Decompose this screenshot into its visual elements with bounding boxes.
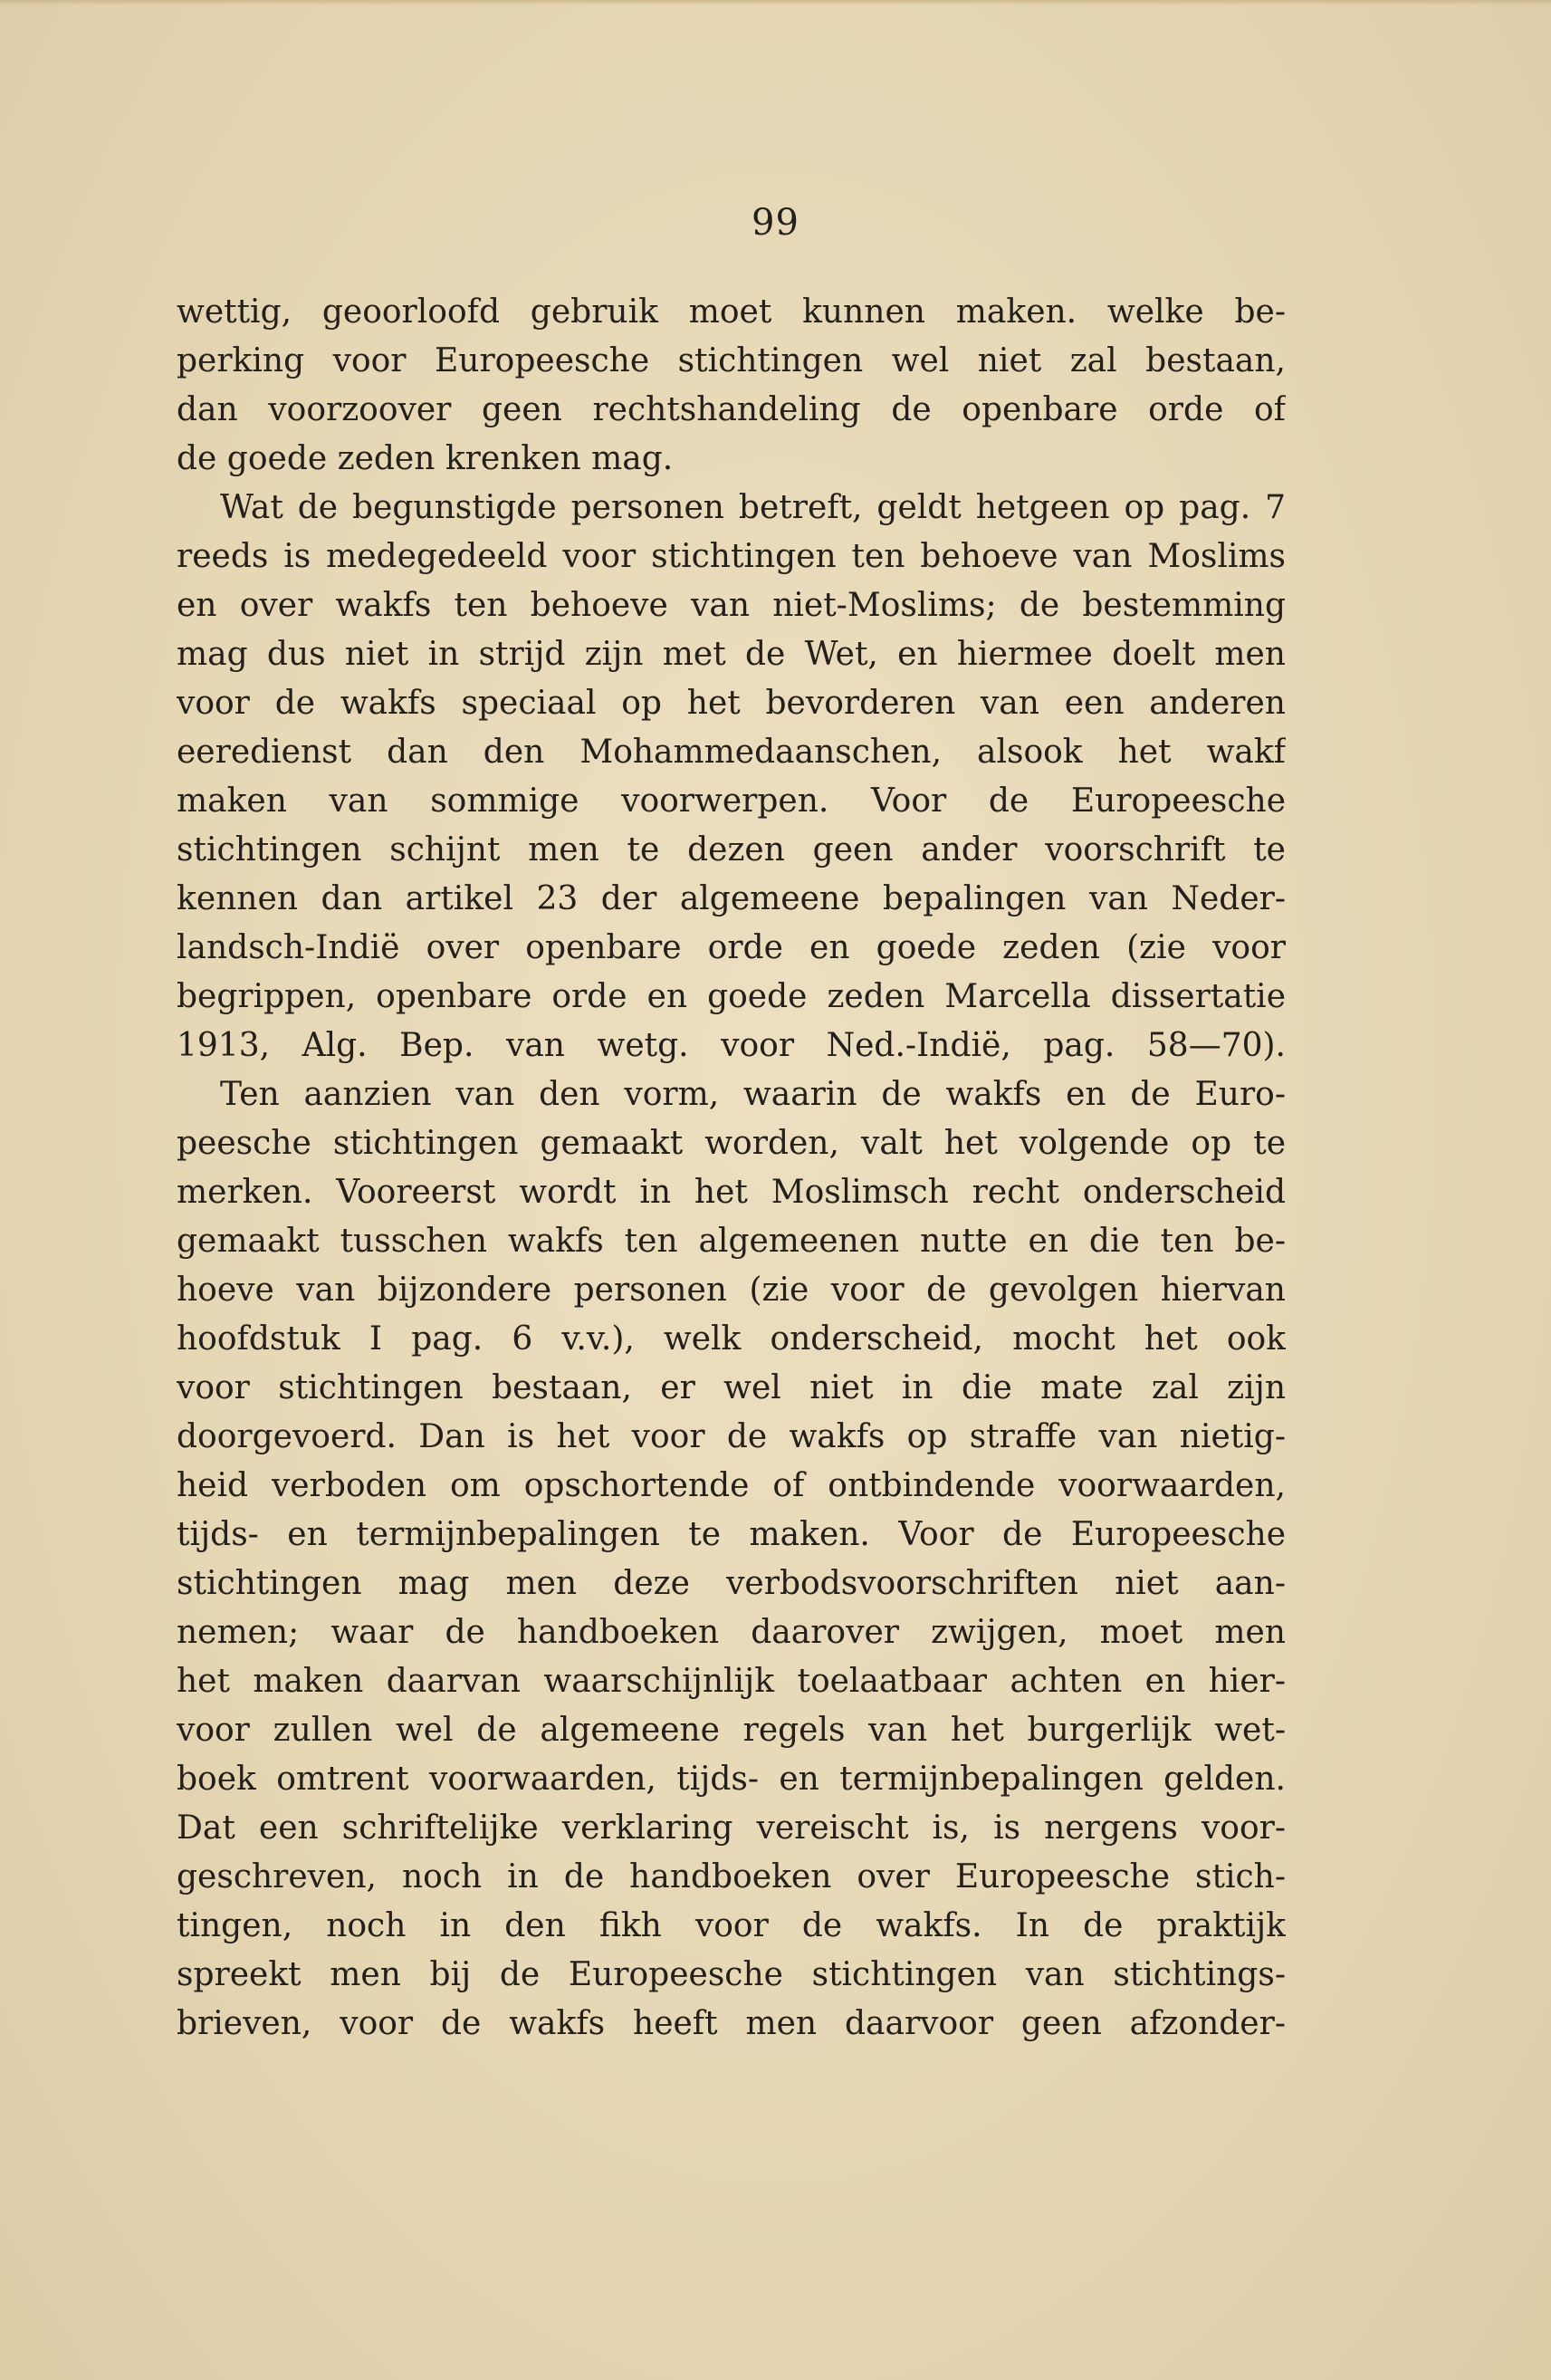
text-line: gemaakt tusschen wakfs ten algemeenen nutte en die ten be- [177,1223,1286,1260]
text-line: het maken daarvan waarschijnlijk toelaatbaar achten en hier- [177,1663,1286,1700]
text-line: Dat een schriftelijke verklaring vereischt is, is nergens voor- [177,1809,1286,1847]
text-line: nemen; waar de handboeken daarover zwijgen, moet men [177,1614,1286,1651]
text-line: eeredienst dan den Mohammedaanschen, alsook het wakf [177,734,1286,771]
text-line: voor stichtingen bestaan, er wel niet in die mate zal zijn [177,1369,1286,1406]
body-text [177,288,1286,2049]
text-line: voor de wakfs speciaal op het bevorderen van een anderen [177,685,1286,722]
text-line: hoeve van bijzondere personen (zie voor de gevolgen hiervan [177,1272,1286,1309]
text-line: kennen dan artikel 23 der algemeene bepalingen van Neder- [177,880,1286,917]
text-line: dan voorzoover geen rechtshandeling de openbare orde of [177,391,1286,428]
text-line: reeds is medegedeeld voor stichtingen ten behoeve van Moslims [177,538,1286,575]
text-line: brieven, voor de wakfs heeft men daarvoor geen afzonder- [177,2005,1286,2042]
text-line: doorgevoerd. Dan is het voor de wakfs op straffe van nietig- [177,1418,1286,1455]
text-line: 1913, Alg. Bep. van wetg. voor Ned.-Indië, pag. 58—70). [177,1027,1286,1064]
page-number: 99 [752,202,799,244]
text-line: landsch-Indië over openbare orde en goede zeden (zie voor [177,929,1286,966]
text-line: en over wakfs ten behoeve van niet-Moslims; de bestemming [177,587,1286,624]
text-line: peesche stichtingen gemaakt worden, valt het volgende op te [177,1125,1286,1162]
text-line: Wat de begunstigde personen betreft, geldt hetgeen op pag. 7 [220,489,1286,526]
text-line: wettig, geoorloofd gebruik moet kunnen maken. welke be- [177,293,1286,331]
text-line: perking voor Europeesche stichtingen wel niet zal bestaan, [177,342,1286,379]
text-line: merken. Vooreerst wordt in het Moslimsch recht onderscheid [177,1174,1286,1211]
text-line: begrippen, openbare orde en goede zeden Marcella dissertatie [177,978,1286,1015]
text-line: Ten aanzien van den vorm, waarin de wakfs en de Euro- [220,1076,1286,1113]
text-line: tijds- en termijnbepalingen te maken. Voor de Europeesche [177,1516,1286,1553]
text-line: boek omtrent voorwaarden, tijds- en termijnbepalingen gelden. [177,1761,1286,1798]
text-line: stichtingen mag men deze verbodsvoorschriften niet aan- [177,1565,1286,1602]
text-line: spreekt men bij de Europeesche stichtingen van stichtings- [177,1956,1286,1993]
text-line: maken van sommige voorwerpen. Voor de Europeesche [177,782,1286,820]
text-line: voor zullen wel de algemeene regels van het burgerlijk wet- [177,1712,1286,1749]
page-top-edge [0,0,1551,5]
text-line: de goede zeden krenken mag. [177,440,674,477]
text-line: tingen, noch in den fikh voor de wakfs. In de praktijk [177,1907,1286,1944]
text-line: geschreven, noch in de handboeken over Europeesche stich- [177,1858,1286,1895]
text-line: heid verboden om opschortende of ontbindende voorwaarden, [177,1467,1286,1504]
text-line: stichtingen schijnt men te dezen geen ander voorschrift te [177,831,1286,869]
text-line: mag dus niet in strijd zijn met de Wet, en hiermee doelt men [177,636,1286,673]
text-line: hoofdstuk I pag. 6 v.v.), welk onderscheid, mocht het ook [177,1320,1286,1358]
